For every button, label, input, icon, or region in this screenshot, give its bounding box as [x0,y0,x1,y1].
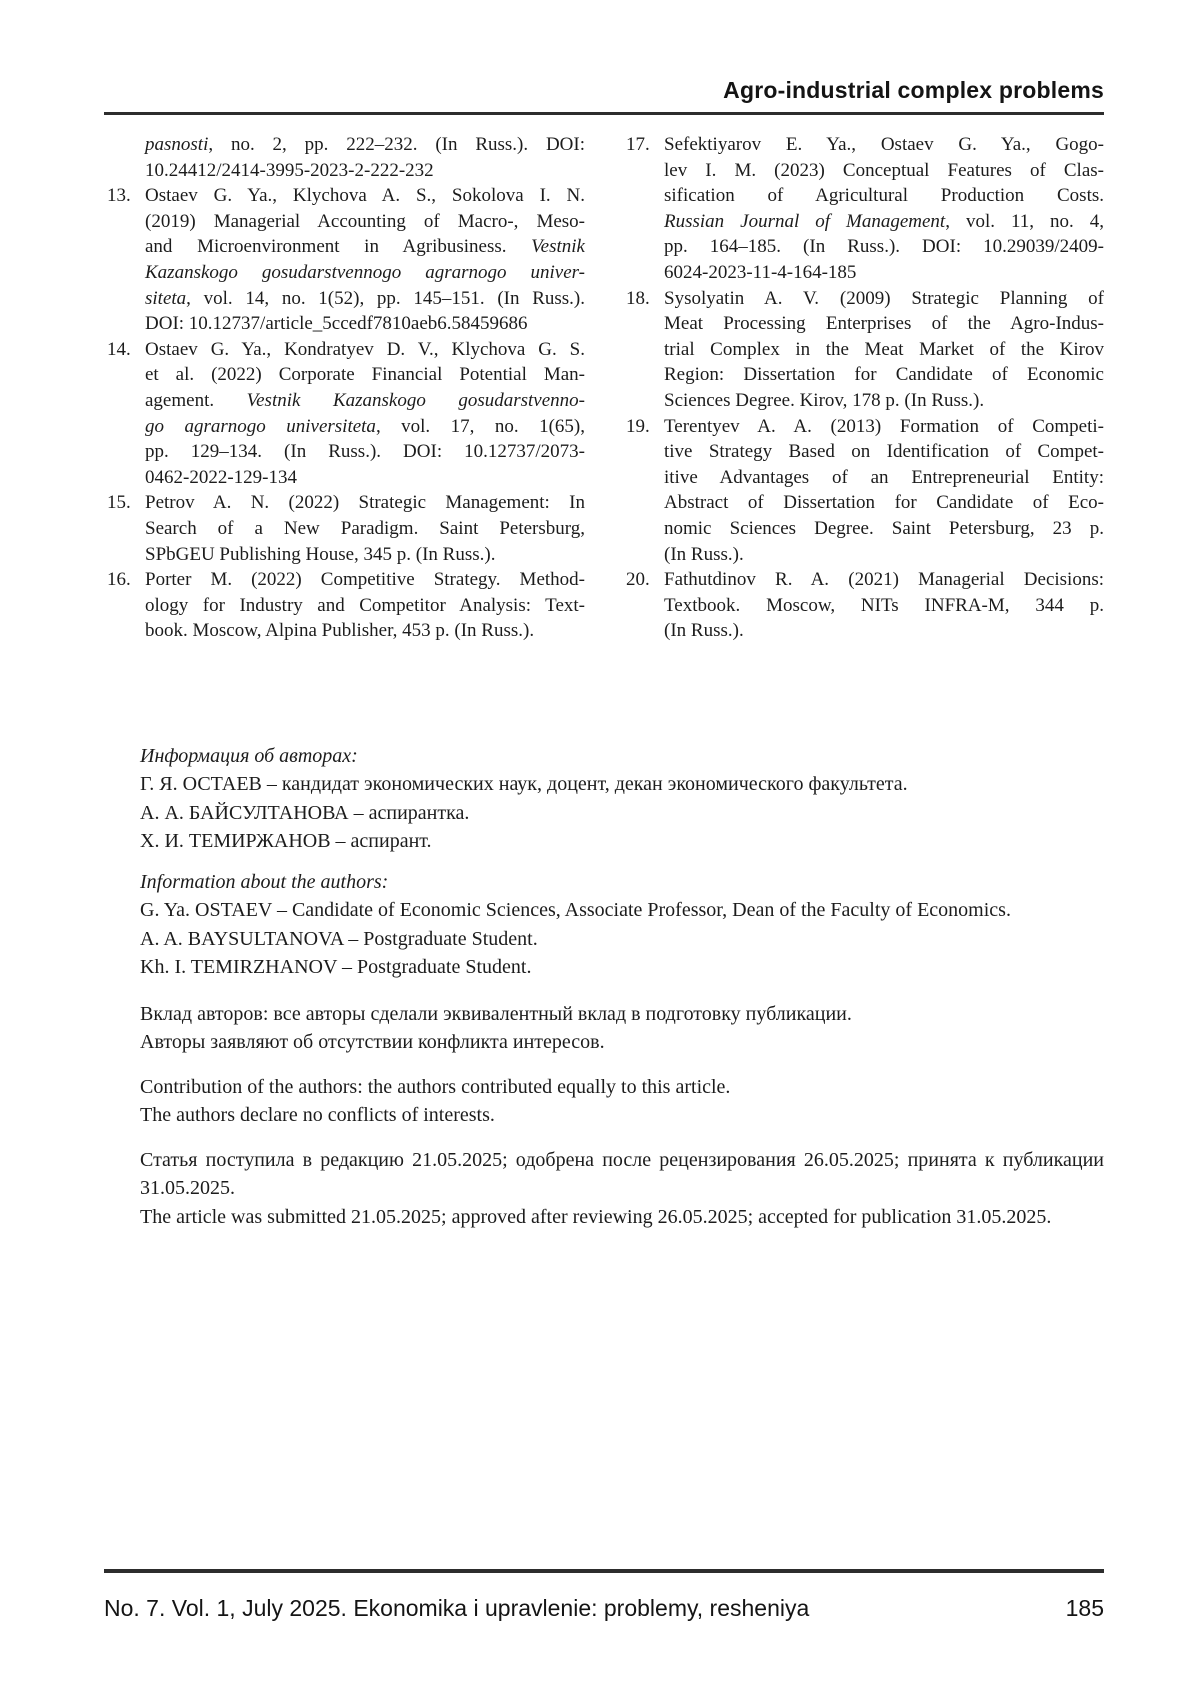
reference-text [145,132,585,183]
reference-line [145,158,585,184]
reference-line [664,388,1104,414]
reference-text [664,286,1104,414]
reference-italic-segment: pasnosti [145,134,209,155]
reference-line [664,337,1104,363]
footer-journal-line: No. 7. Vol. 1, July 2025. Ekonomika i upravlenie: problemy, resheniya [104,1595,810,1621]
dates-line: 31.05.2025. [140,1177,235,1200]
reference-line [664,183,1104,209]
reference-number: 17. [626,134,650,155]
header-rule [104,112,1104,115]
reference-line [145,209,585,235]
reference-line [145,414,585,440]
authors-info-en-heading: Information about the authors: [140,870,389,893]
reference-item [104,183,585,337]
reference-segment: Meat Processing Enterprises of the Agro-Indus- [664,313,1104,335]
article-dates-section [104,1146,1104,1232]
page-content [104,0,1104,1231]
reference-number: 16. [107,569,131,591]
reference-line [145,183,585,209]
reference-item [623,286,1104,414]
references-column-right [623,132,1104,644]
reference-line [664,516,1104,542]
author-line-en: A. A. BAYSULTANOVA – Postgraduate Student. [140,927,538,950]
page-footer [104,1569,1104,1622]
article-dates-lines [140,1146,1104,1232]
author-line-en: G. Ya. OSTAEV – Candidate of Economic Sciences, Associate Professor, Dean of the Faculty of Economics. [140,899,1011,922]
reference-text [145,567,585,644]
reference-number: 15. [107,492,131,514]
reference-text [145,183,585,337]
reference-line [145,260,585,286]
reference-number: 19. [626,415,650,437]
reference-line [145,234,585,260]
reference-line [664,618,1104,644]
reference-number: 13. [107,185,131,207]
dates-line: The article was submitted 21.05.2025; approved after reviewing 26.05.2025; accepted for publication 31.05.2025. [140,1205,1052,1228]
reference-line [145,132,585,158]
reference-segment: 10.24412/2414-3995-2023-2-222-232 [145,159,434,181]
reference-line [145,593,585,619]
reference-text [145,490,585,567]
reference-segment: Terentyev A. A. (2013) Formation of Competi- [664,415,1104,437]
reference-segment: (2019) Managerial Accounting of Macro-, Meso- [145,210,585,232]
reference-line [664,567,1104,593]
reference-segment: lev I. M. (2023) Conceptual Features of Clas- [664,159,1104,181]
reference-number: 18. [626,287,650,309]
reference-item [104,567,585,644]
reference-segment: , vol. 14, no. 1(52), pp. 145–151. (In Russ.). [186,287,585,309]
reference-item [104,132,585,183]
reference-line [664,132,1104,158]
reference-line [145,542,585,568]
reference-segment: DOI: 10.12737/article_5ccedf7810aeb6.58459686 [145,313,528,335]
reference-line [145,439,585,465]
reference-segment: tive Strategy Based on Identification of Compet- [664,441,1104,463]
contribution-line-en: The authors declare no conflicts of interests. [140,1104,495,1127]
reference-item [104,490,585,567]
reference-italic-segment: Vestnik Kazanskogo gosudarstvenno- [246,389,586,411]
reference-segment: Sefektiyarov E. Ya., Ostaev G. Ya., Gogo- [664,134,1104,155]
reference-segment: Ostaev G. Ya., Kondratyev D. V., Klychova G. S. [145,338,585,360]
reference-text [145,337,585,491]
contribution-ru-lines [140,1000,1104,1057]
reference-segment: sification of Agricultural Production Costs. [664,185,1104,207]
reference-item [104,337,585,491]
authors-info-en-lines [140,896,1104,982]
running-head-title: Agro-industrial complex problems [723,77,1104,103]
reference-line [145,490,585,516]
reference-segment: pp. 129–134. (In Russ.). DOI: 10.12737/2073- [145,441,585,463]
contribution-line-ru: Авторы заявляют об отсутствии конфликта интересов. [140,1031,605,1054]
reference-item [623,132,1104,286]
footer-page-number: 185 [1065,1595,1104,1621]
authors-info-ru-heading: Информация об авторах: [140,744,358,767]
reference-segment: Ostaev G. Ya., Klychova A. S., Sokolova I. N. [145,185,585,207]
reference-segment: ology for Industry and Competitor Analysis: Text- [145,594,585,616]
reference-segment: Abstract of Dissertation for Candidate of Eco- [664,492,1104,514]
reference-number: 14. [107,338,131,360]
reference-segment: and Microenvironment in Agribusiness. [145,236,532,258]
reference-number [104,132,145,183]
reference-segment: nomic Sciences Degree. Saint Petersburg, 23 p. [664,517,1104,539]
reference-segment: book. Moscow, Alpina Publisher, 453 p. (In Russ.). [145,620,535,642]
reference-line [664,209,1104,235]
reference-italic-segment: Vestnik [531,236,585,258]
reference-line [145,362,585,388]
reference-segment: Petrov A. N. (2022) Strategic Management: In [145,492,585,514]
reference-segment: Porter M. (2022) Competitive Strategy. Method- [145,569,585,591]
reference-segment: 6024-2023-11-4-164-185 [664,261,857,283]
reference-segment: Search of a New Paradigm. Saint Petersburg, [145,517,585,539]
reference-italic-segment: Kazanskogo gosudarstvennogo agrarnogo univer- [145,261,585,283]
reference-segment: Sysolyatin A. V. (2009) Strategic Planning of [664,287,1104,309]
reference-segment: , vol. 17, no. 1(65), [375,415,585,437]
contribution-en-lines [140,1073,1104,1130]
reference-segment: , no. 2, pp. 222–232. (In Russ.). DOI: [208,134,585,155]
reference-segment: Fathutdinov R. A. (2021) Managerial Decisions: [664,569,1104,591]
reference-line [145,286,585,312]
authors-info-ru-section [104,742,1104,856]
contribution-en-section [104,1073,1104,1130]
reference-line [664,593,1104,619]
reference-segment: SPbGEU Publishing House, 345 p. (In Russ.). [145,543,496,565]
reference-segment: Region: Dissertation for Candidate of Economic [664,364,1104,386]
reference-number: 20. [626,569,650,591]
reference-segment: trial Complex in the Meat Market of the Kirov [664,338,1104,360]
reference-line [664,158,1104,184]
reference-line [145,516,585,542]
reference-line [664,490,1104,516]
reference-line [145,618,585,644]
authors-info-en-section [104,868,1104,982]
references-list [104,132,1104,644]
author-line-en: Kh. I. TEMIRZHANOV – Postgraduate Student. [140,956,532,979]
reference-item [623,414,1104,568]
reference-text [664,414,1104,568]
author-line-ru: А. А. БАЙСУЛТАНОВА – аспирантка. [140,801,470,824]
reference-segment: Textbook. Moscow, NITs INFRA-M, 344 p. [664,594,1104,616]
reference-segment: pp. 164–185. (In Russ.). DOI: 10.29039/2409- [664,236,1104,258]
reference-segment: agement. [145,389,247,411]
reference-text [664,132,1104,286]
contribution-line-en: Contribution of the authors: the authors contributed equally to this article. [140,1075,731,1098]
reference-line [145,465,585,491]
reference-line [664,439,1104,465]
reference-segment: itive Advantages of an Entrepreneurial Entity: [664,466,1104,488]
reference-segment: (In Russ.). [664,543,744,565]
reference-line [664,286,1104,312]
reference-segment: et al. (2022) Corporate Financial Potential Man- [145,364,585,386]
reference-italic-segment: Russian Journal of Management [664,210,946,232]
reference-line [664,362,1104,388]
reference-segment: Sciences Degree. Kirov, 178 p. (In Russ.). [664,389,985,411]
authors-info-ru-lines [140,770,1104,856]
reference-segment: 0462-2022-129-134 [145,466,297,488]
reference-line [664,465,1104,491]
reference-item [623,567,1104,644]
reference-line [664,311,1104,337]
reference-line [664,414,1104,440]
reference-italic-segment: go agrarnogo universiteta [145,415,376,437]
reference-italic-segment: siteta [145,287,187,309]
reference-segment: , vol. 11, no. 4, [945,210,1104,232]
reference-line [664,234,1104,260]
reference-line [145,388,585,414]
reference-line [664,260,1104,286]
reference-line [664,542,1104,568]
reference-segment: (In Russ.). [664,620,744,642]
author-line-ru: Х. И. ТЕМИРЖАНОВ – аспирант. [140,830,432,853]
author-line-ru: Г. Я. ОСТАЕВ – кандидат экономических наук, доцент, декан экономического факультета. [140,773,908,796]
reference-line [145,337,585,363]
reference-line [145,567,585,593]
dates-line: Статья поступила в редакцию 21.05.2025; одобрена после рецензирования 26.05.2025; принята к публикации [140,1148,1104,1171]
reference-text [664,567,1104,644]
contribution-ru-section [104,1000,1104,1057]
references-column-left [104,132,585,644]
contribution-line-ru: Вклад авторов: все авторы сделали эквивалентный вклад в подготовку публикации. [140,1002,852,1025]
reference-line [145,311,585,337]
